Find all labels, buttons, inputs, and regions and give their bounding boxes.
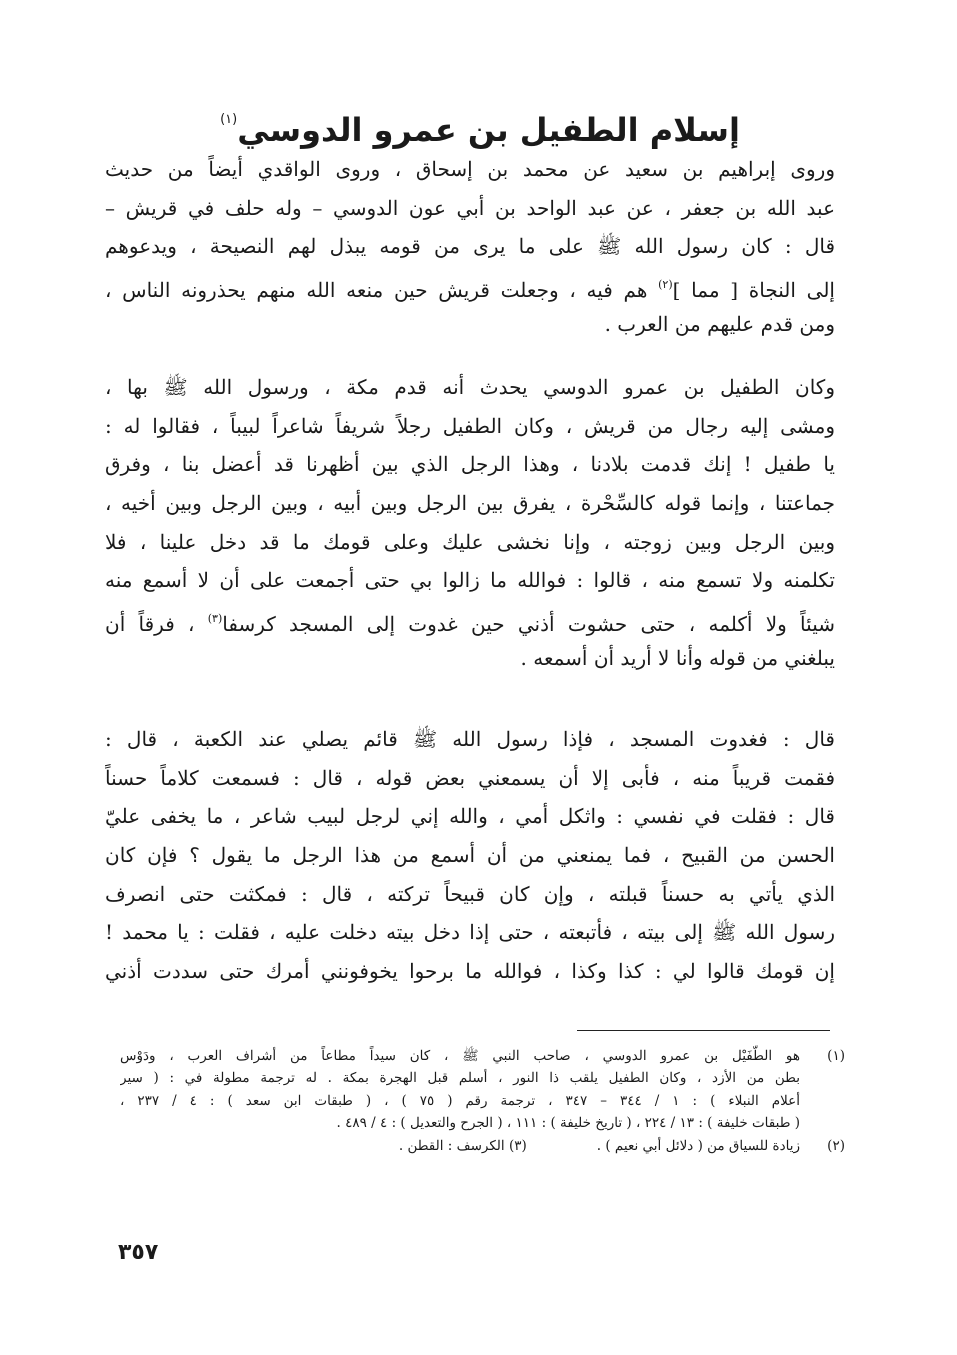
page-number: ٣٥٧ (118, 1240, 159, 1265)
footnote-line: بطن من الأزد ، وكان الطفيل يلقب ذا النور ، أسلم قبل الهجرة بمكة . له ترجمة مطولة في : ( سير (120, 1070, 800, 1087)
footnote-line (120, 1135, 845, 1157)
footnote-marker: (٣) (207, 612, 223, 626)
text-line: يبلغني من قوله وأنا لا أريد أن أسمعه . (520, 645, 835, 670)
footnote-divider (577, 1030, 830, 1031)
footnote-text: زيادة للسياق من ( دلائل أبي نعيم ) . (596, 1137, 800, 1154)
text-line: قال : فغدوت المسجد ، فإذا رسول الله ﷺ قائم يصلي عند الكعبة ، قال : (105, 727, 835, 751)
text-line: إلى النجاة [ مما ]$^{(٢)}$ هم فيه ، وجعلت قريش حين منعه الله منهم يحذرونه الناس ، (105, 278, 835, 303)
paragraph-1 (105, 150, 835, 343)
text-line: إن قومك قالوا لي : كذا وكذا ، فوالله ما برحوا يخوفونني أمرك حتى سددت أذني (105, 959, 835, 984)
text-line: ومن قدم عليهم من العرب . (604, 311, 835, 336)
text-line: وبين الرجل وبين زوجته ، وإنا نخشى عليك وعلى قومك ما قد دخل علينا ، فلا (105, 529, 835, 554)
title-footnote-marker: (١) (220, 112, 238, 127)
text-line: قال : فقلت في نفسي : واثكل أمي ، والله إني لرجل لبيب شاعر ، ما يخفى عليّ (105, 804, 835, 829)
text-line: وروى إبراهيم بن سعيد عن محمد بن إسحاق ، وروى الواقدي أيضاً من حديث (105, 157, 835, 181)
footnote-text: هو الطُّفَيْل بن عمرو الدوسي ، صاحب النبي ﷺ ، كان سيداً مطاعاً من أشراف العرب ، ودَوْس (120, 1048, 800, 1064)
footnote-text: (٣) الكرسف : القطن . (398, 1137, 527, 1154)
text-line: ومشى إليه رجال من قريش ، وكان الطفيل رجلاً شريفاً شاعراً لبيباً ، فقالوا له : (105, 413, 835, 438)
footnote-number: (٢) (827, 1137, 845, 1154)
footnote-line (120, 1045, 845, 1067)
chapter-title (110, 96, 850, 148)
text-line: يا طفيل ! إنك قدمت بلادنا ، وهذا الرجل الذي بين أظهرنا قد أعضل بنا ، وفرق (105, 452, 835, 477)
chapter-title-text: إسلام الطفيل بن عمرو الدوسي (237, 111, 740, 149)
text-line: الذي يأتي به حسناً قبلته ، وإن كان قبيحاً تركته ، قال : فمكثت حتى انصرف (105, 881, 835, 906)
footnotes (120, 1045, 845, 1157)
footnote-number: (١) (827, 1048, 845, 1064)
text-line: وكان الطفيل بن عمرو الدوسي يحدث أنه قدم مكة ، ورسول الله ﷺ بها ، (105, 375, 835, 399)
footnote-line: أعلام النبلاء ) : ١ / ٣٤٤ – ٣٤٧ ، ترجمة رقم ( ٧٥ ) ، ( طبقات ابن سعد ) : ٤ / ٢٣٧ ، (120, 1092, 800, 1109)
text-line: تكلمنه ولا تسمع منه ، قالوا : فوالله ما زالوا بي حتى أجمعت على أن لا أسمع منه (105, 568, 835, 593)
text-line: شيئاً ولا أكلمه ، حتى حشوت أذني حين غدوت إلى المسجد كرسفا$^{(٣)}$ ، فرقاً أن (105, 612, 835, 637)
text-line: قال : كان رسول الله ﷺ على ما يرى من قومه يبذل لهم النصيحة ، ويدعوهم (105, 234, 835, 259)
footnote-marker: (٢) (658, 278, 673, 292)
text-line: رسول الله ﷺ إلى بيته ، فأتبعته ، حتى إذا دخل بيته دخلت عليه ، فقلت : يا محمد ! (105, 920, 835, 945)
footnote-line: ( طبقات خليفة ) : ١٣ / ٢٢٤ ، ( تاريخ خليفة ) : ١١١ ، ( الجرح والتعديل ) : ٤ / ٤٨٩ . (336, 1115, 800, 1132)
text-line: جماعتنا ، وإنما قوله كالسِّحْرة ، يفرق بين الرجل وبين أبيه ، وبين الرجل وبين أخيه ، (105, 491, 835, 516)
paragraph-2 (105, 368, 835, 678)
text-line: فقمت قريباً منه ، فأبى إلا أن يسمعني بعض قوله ، قال : فسمعت كلاماً حسناً (105, 765, 835, 790)
paragraph-3 (105, 720, 835, 991)
text-line: عبد الله بن جعفر ، عن عبد الواحد بن أبي عون الدوسي – وله حلف في قريش – (105, 195, 835, 220)
text-line: الحسن من القبيح ، فما يمنعني من أن أسمع من هذا الرجل ما يقول ؟ فإن كان (105, 843, 835, 868)
